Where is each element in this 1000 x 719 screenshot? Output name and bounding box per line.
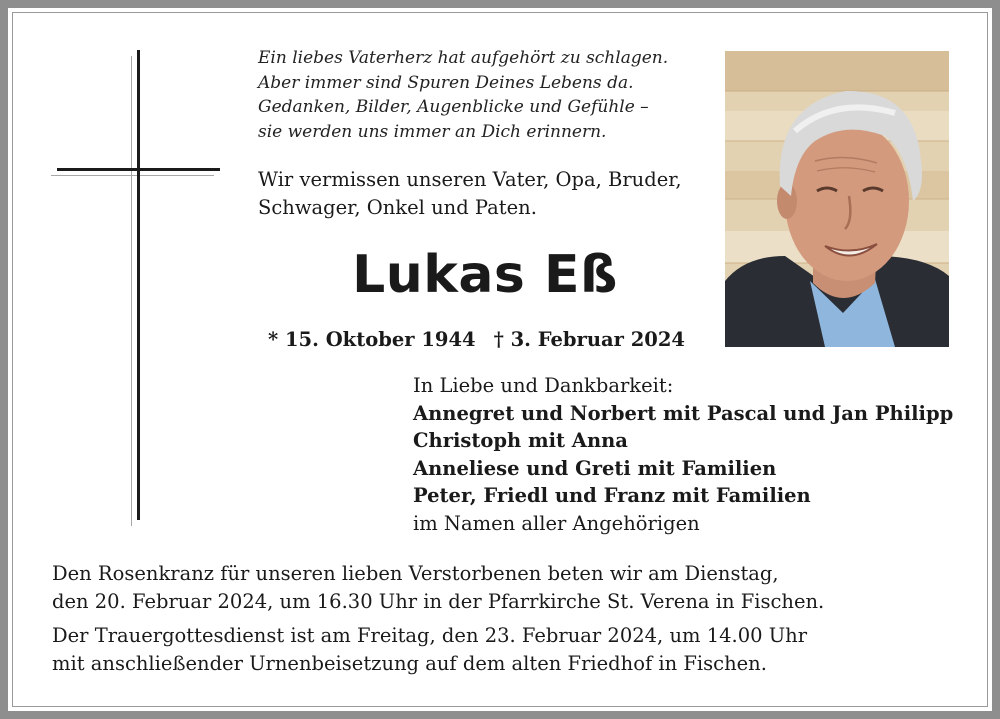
cross-vertical-beam (137, 50, 140, 520)
mourner-family: Peter, Friedl und Franz mit Familien (413, 484, 811, 507)
mourners-heading: In Liebe und Dankbarkeit: (413, 374, 674, 397)
poem-line: Gedanken, Bilder, Augenblicke und Gefühle – (258, 97, 649, 117)
funeral-notice-line: Der Trauergottesdienst ist am Freitag, den 23. Februar 2024, um 14.00 Uhr (52, 624, 808, 647)
mourner-family: Annegret und Norbert mit Pascal und Jan Philipp (413, 401, 954, 425)
intro-line: Wir vermissen unseren Vater, Opa, Bruder, (258, 168, 682, 191)
cross-vertical-shadow (131, 56, 132, 526)
cross-horizontal-beam (57, 168, 220, 171)
life-dates (268, 325, 685, 355)
poem-line: Aber immer sind Spuren Deines Lebens da. (258, 72, 634, 93)
rosary-notice-line: Den Rosenkranz für unseren lieben Verstorbenen beten wir am Dienstag, (52, 562, 779, 585)
poem-line: sie werden uns immer an Dich erinnern. (258, 121, 607, 142)
cross-horizontal-shadow (51, 175, 214, 176)
funeral-notice-line: mit anschließender Urnenbeisetzung auf dem alten Friedhof in Fischen. (52, 652, 767, 675)
poem-line: Ein liebes Vaterherz hat aufgehört zu schlagen. (258, 48, 669, 68)
service-notices (52, 560, 824, 678)
portrait-photo (725, 51, 949, 347)
portrait-illustration (725, 51, 949, 347)
intro-text (258, 166, 682, 222)
mourners-closing: im Namen aller Angehörigen (413, 511, 700, 535)
rosary-notice-line: den 20. Februar 2024, um 16.30 Uhr in der Pfarrkirche St. Verena in Fischen. (52, 590, 825, 613)
intro-line: Schwager, Onkel und Paten. (258, 196, 537, 219)
mourner-family: Christoph mit Anna (413, 429, 628, 452)
mourners-list (413, 372, 953, 537)
deceased-name: Lukas Eß (352, 245, 618, 305)
death-date: † 3. Februar 2024 (493, 328, 685, 351)
birth-date: * 15. Oktober 1944 (268, 328, 476, 351)
mourner-family: Anneliese und Greti mit Familien (413, 456, 777, 480)
poem (258, 46, 668, 144)
